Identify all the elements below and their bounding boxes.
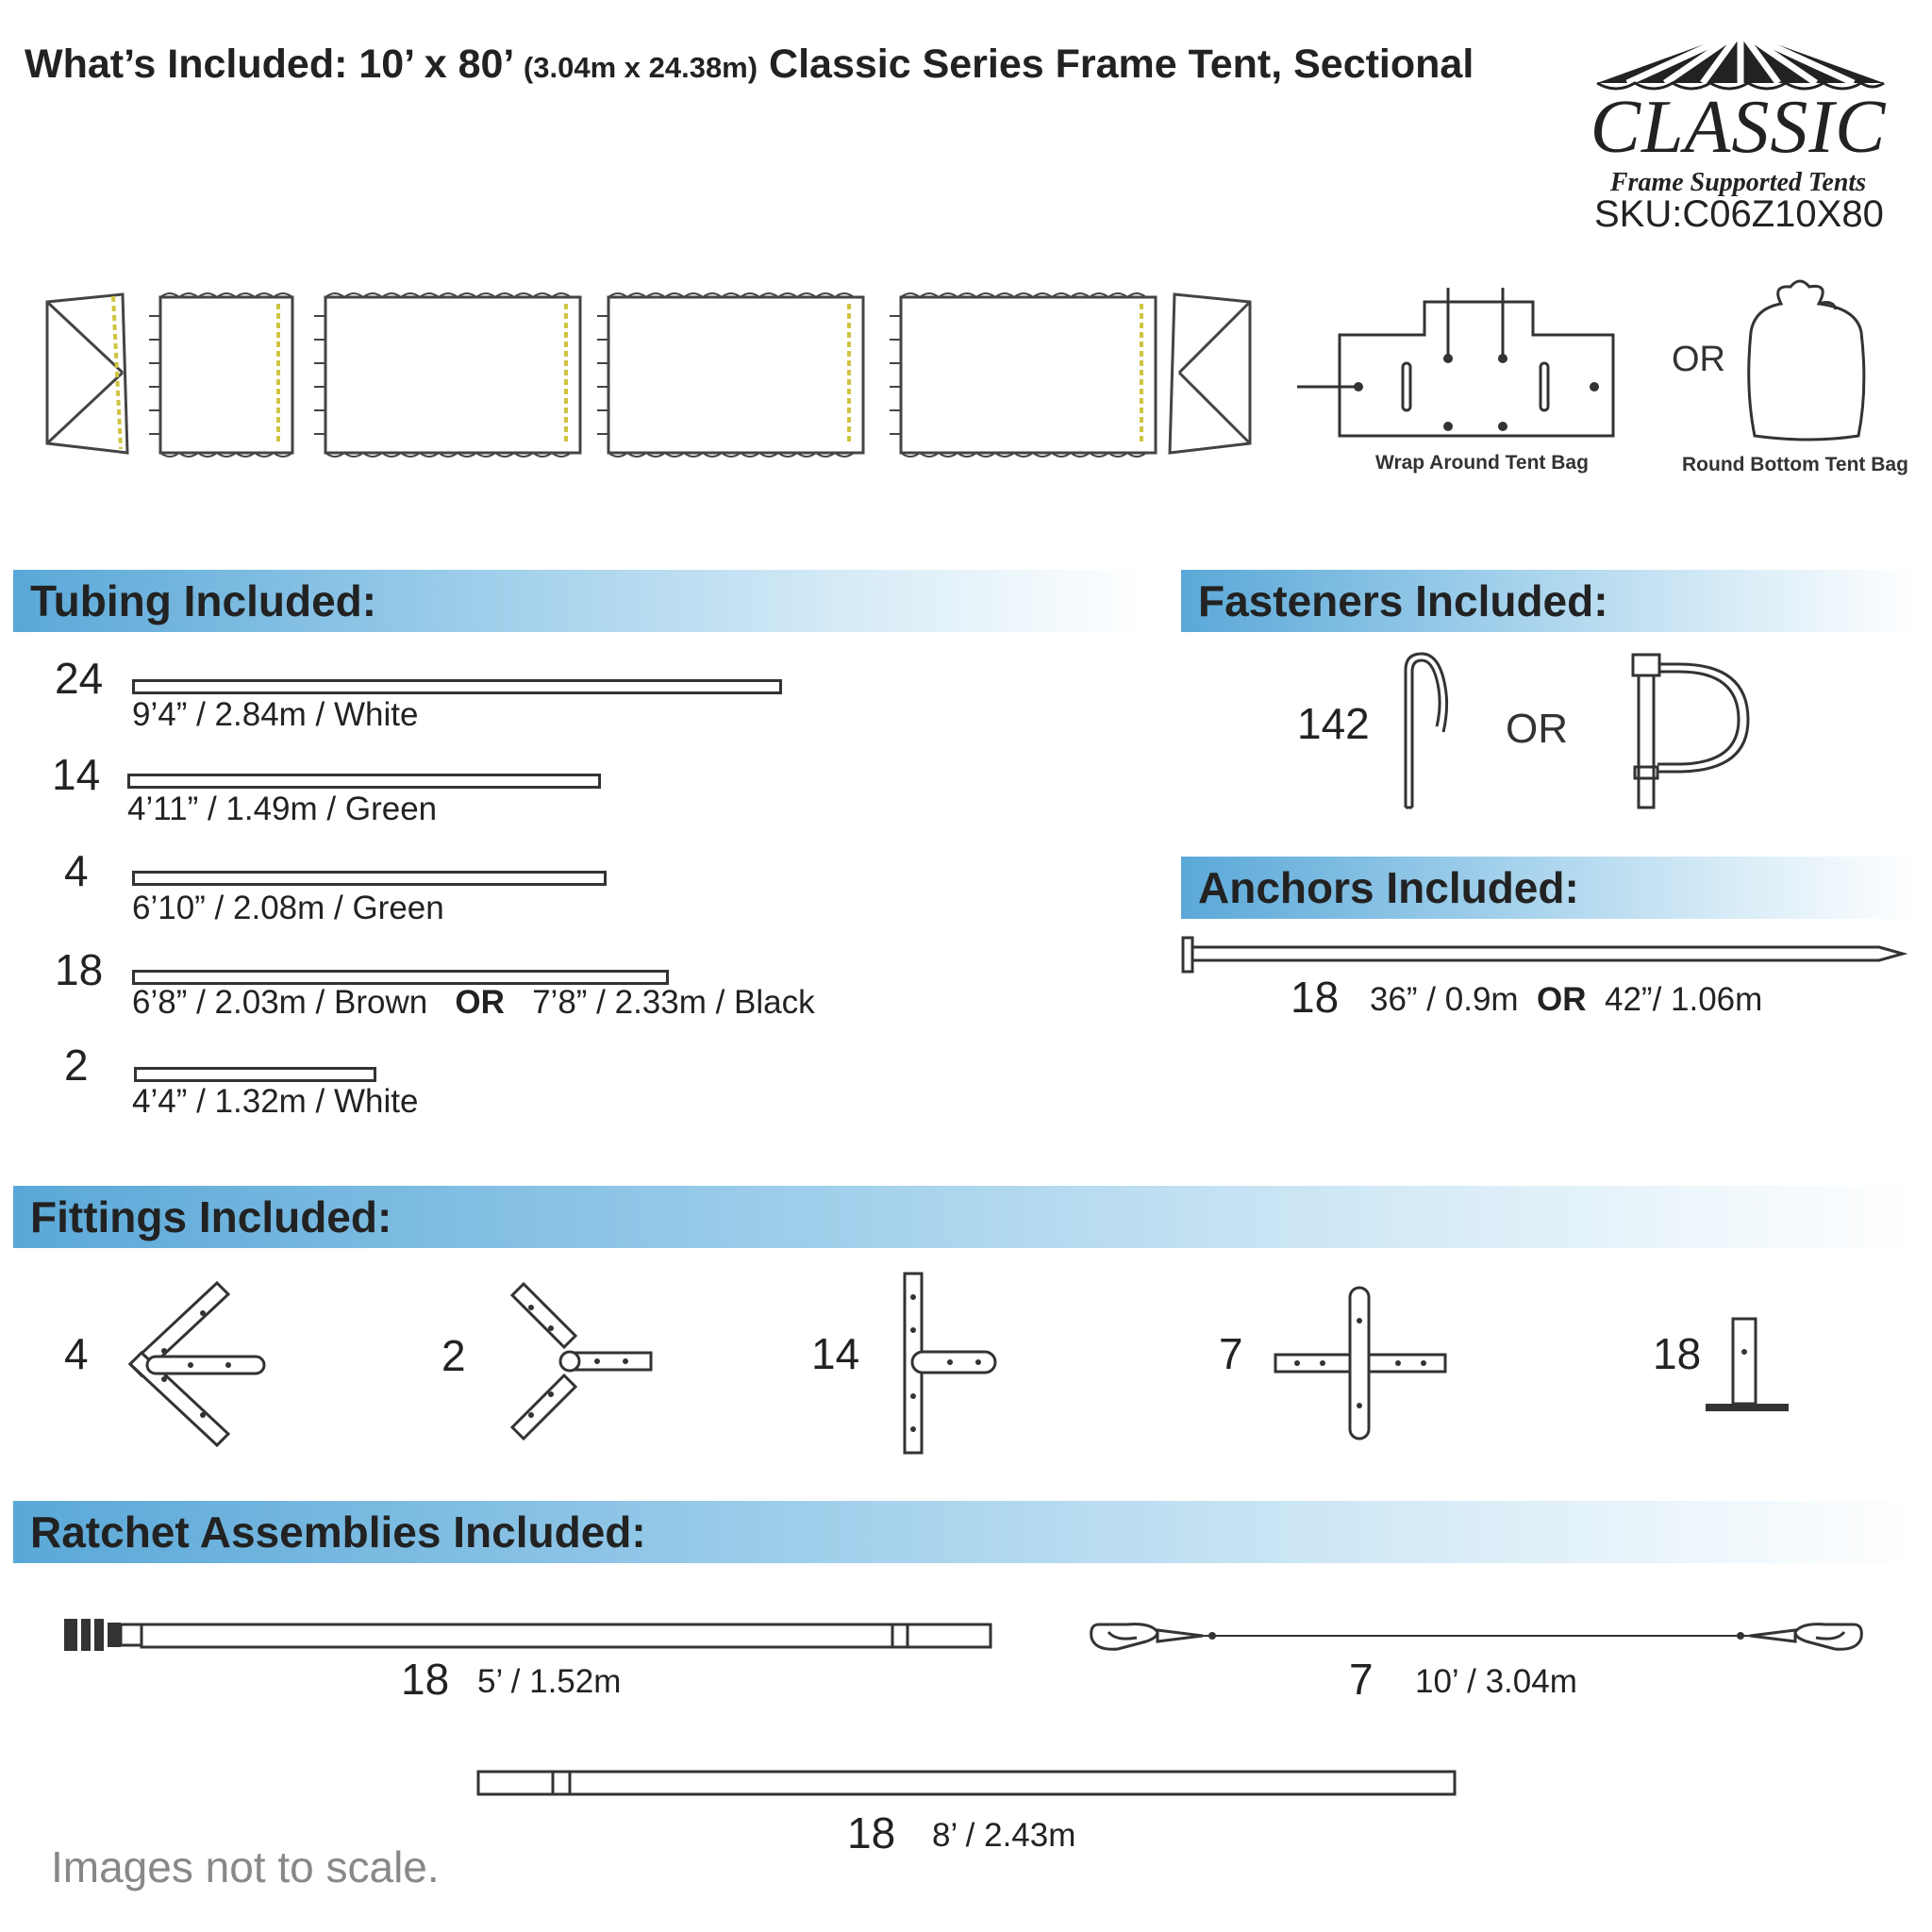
- wrap-around-tent-bag-icon: [1297, 283, 1637, 443]
- fittings-section-header: [13, 1186, 1917, 1248]
- round-bottom-bag-label: Round Bottom Tent Bag: [1682, 454, 1908, 475]
- tubing-qty: 2: [64, 1041, 89, 1090]
- tubing-heading: Tubing Included:: [30, 576, 377, 625]
- fasteners-qty: 142: [1297, 699, 1370, 748]
- tube-6ft8-brown-icon: [132, 970, 669, 985]
- fittings-heading: Fittings Included:: [30, 1192, 392, 1241]
- wrap-around-bag-label: Wrap Around Tent Bag: [1375, 452, 1589, 474]
- tubing-label-b: 7’8” / 2.33m / Black: [532, 984, 815, 1021]
- fasteners-section-header: [1181, 570, 1917, 632]
- safety-pin-icon: [1627, 649, 1759, 814]
- y-fitting-icon: [498, 1281, 658, 1441]
- tubing-or: OR: [455, 984, 505, 1021]
- fasteners-or-label: OR: [1506, 706, 1568, 752]
- ratchet-strap-icon: [62, 1613, 996, 1660]
- ratchets-section-header: [13, 1501, 1917, 1563]
- striped-tent-roof-icon: [1590, 26, 1891, 92]
- foot-plate-icon: [1701, 1314, 1795, 1418]
- tubing-label: [132, 984, 815, 1022]
- t-fitting-icon: [898, 1269, 1002, 1457]
- not-to-scale-note: Images not to scale.: [51, 1842, 440, 1891]
- tubing-label: 6’10” / 2.08m / Green: [132, 890, 444, 926]
- title-metric: (3.04m x 24.38m): [523, 51, 758, 84]
- tubing-qty: 4: [64, 846, 89, 895]
- long-strap-icon: [475, 1766, 1466, 1804]
- strap-qty: 18: [401, 1655, 450, 1704]
- cable-size: 10’ / 3.04m: [1415, 1663, 1577, 1700]
- anchors-qty: 18: [1291, 973, 1340, 1022]
- tent-sections-diagram: [38, 283, 1311, 462]
- anchors-heading: Anchors Included:: [1198, 863, 1579, 912]
- tubing-section-header: [13, 570, 1145, 632]
- fasteners-heading: Fasteners Included:: [1198, 576, 1608, 625]
- tube-4ft11-green-icon: [127, 774, 601, 789]
- title-prefix: What’s Included: 10’ x 80’: [25, 42, 524, 87]
- fitting-qty: 18: [1653, 1329, 1702, 1378]
- cable-qty: 7: [1349, 1655, 1374, 1704]
- anchors-or: OR: [1537, 981, 1587, 1018]
- stake-anchor-icon: [1181, 936, 1926, 974]
- tubing-label-a: 6’8” / 2.03m / Brown: [132, 984, 428, 1021]
- j-hook-pin-icon: [1396, 649, 1462, 814]
- bags-or-label: OR: [1672, 340, 1725, 379]
- fitting-qty: 7: [1219, 1329, 1243, 1378]
- anchors-size-a: 36” / 0.9m: [1370, 981, 1519, 1018]
- logo-tagline: Frame Supported Tents: [1609, 168, 1867, 197]
- fitting-qty: 4: [64, 1329, 89, 1378]
- corner-three-way-fitting-icon: [123, 1283, 245, 1443]
- fitting-qty: 2: [441, 1331, 466, 1380]
- sku-label: SKU:C06Z10X80: [1594, 193, 1884, 235]
- ratchets-heading: Ratchet Assemblies Included:: [30, 1507, 646, 1557]
- logo-word: CLASSIC: [1590, 86, 1887, 169]
- round-bottom-tent-bag-icon: [1743, 275, 1875, 445]
- tubing-qty: 18: [55, 945, 104, 994]
- tubing-qty: 14: [52, 750, 101, 799]
- anchors-size: [1370, 981, 1762, 1019]
- anchors-section-header: [1181, 857, 1917, 919]
- anchors-size-b: 42”/ 1.06m: [1604, 981, 1763, 1018]
- strap-size: 5’ / 1.52m: [477, 1663, 622, 1700]
- tubing-label: 9’4” / 2.84m / White: [132, 696, 419, 733]
- cross-fitting-icon: [1271, 1283, 1450, 1443]
- title-suffix: Classic Series Frame Tent, Sectional: [758, 42, 1474, 87]
- fitting-qty: 14: [811, 1329, 860, 1378]
- tubing-label: 4’4” / 1.32m / White: [132, 1083, 419, 1120]
- long-strap-qty: 18: [847, 1808, 896, 1857]
- tube-4ft4-white-icon: [134, 1067, 376, 1082]
- tube-9ft4-white-icon: [132, 679, 782, 694]
- cable-assembly-icon: [1090, 1613, 1863, 1660]
- tube-6ft10-green-icon: [132, 871, 607, 886]
- tubing-label: 4’11” / 1.49m / Green: [127, 791, 438, 827]
- long-strap-size: 8’ / 2.43m: [932, 1817, 1076, 1854]
- tubing-qty: 24: [55, 654, 104, 703]
- page-title: [25, 42, 1474, 88]
